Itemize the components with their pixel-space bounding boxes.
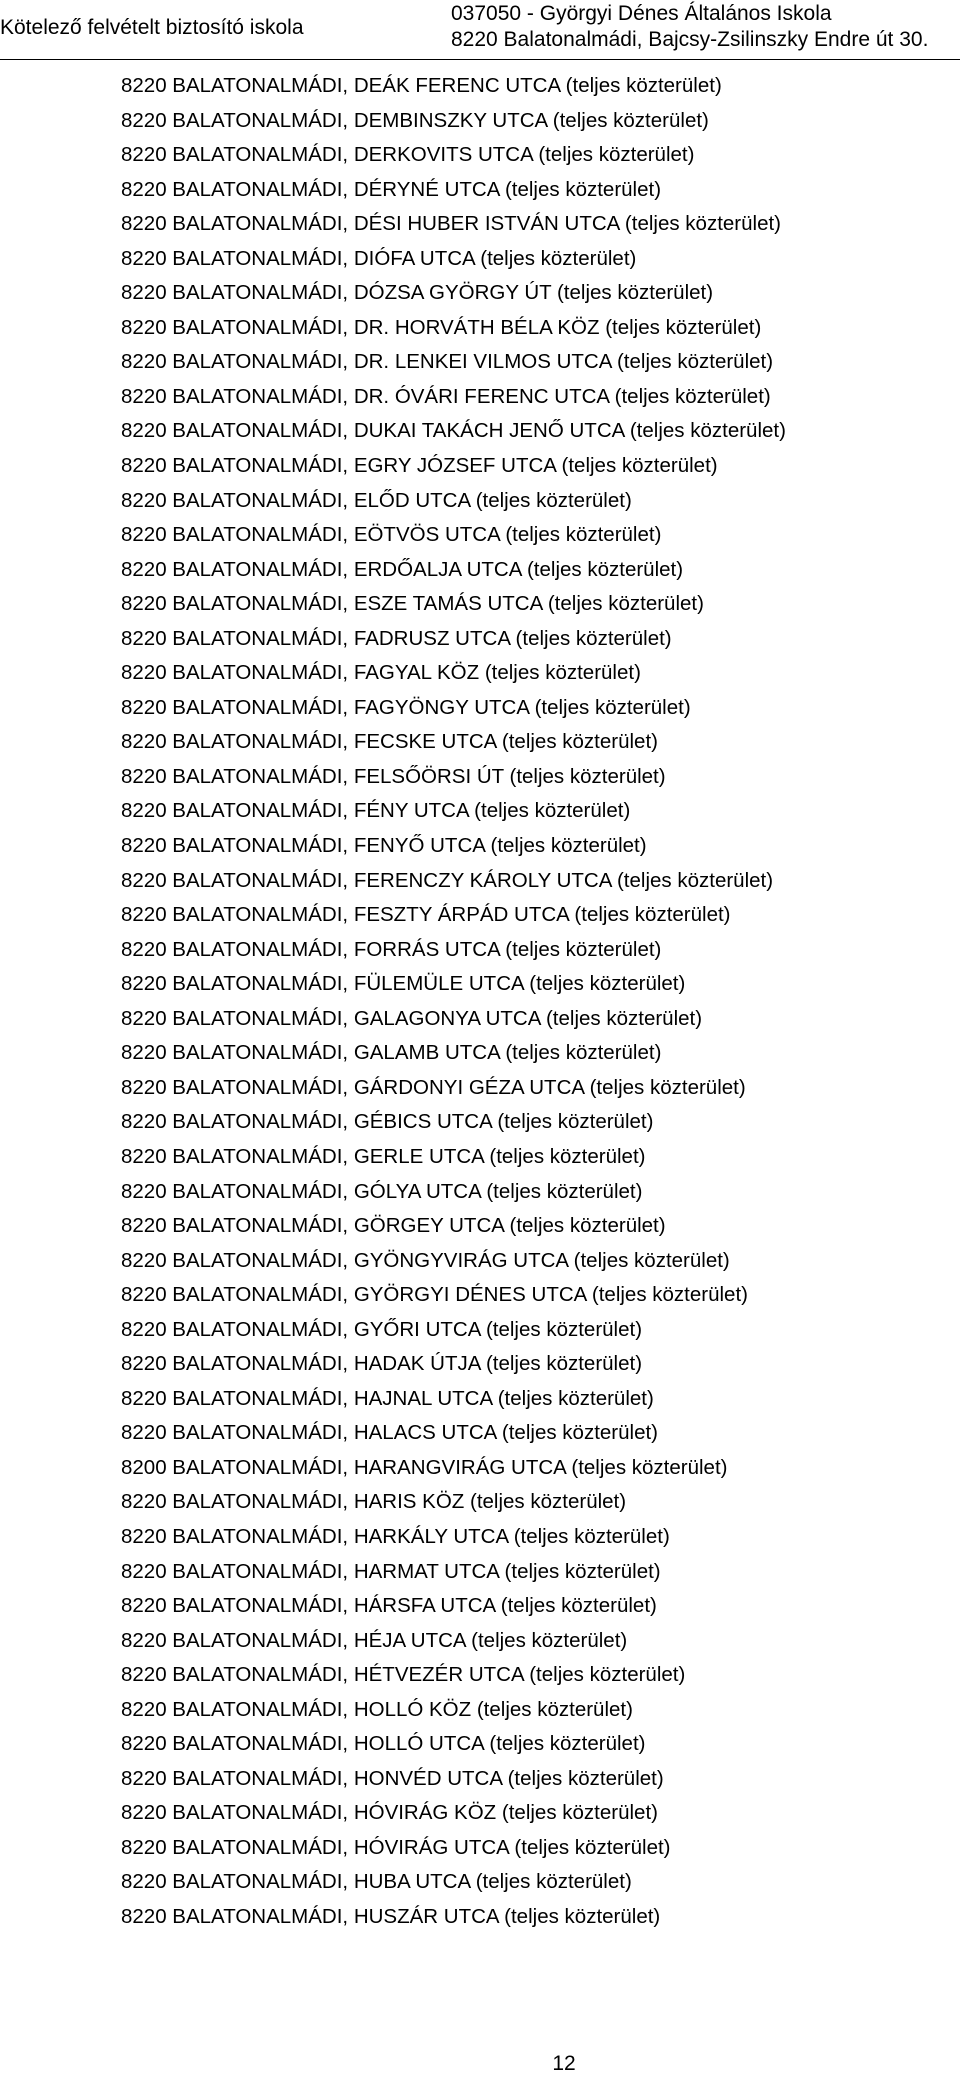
address-item: 8220 BALATONALMÁDI, ELŐD UTCA (teljes közterület) — [121, 488, 632, 512]
address-item: 8220 BALATONALMÁDI, HÁRSFA UTCA (teljes közterület) — [121, 1594, 657, 1618]
address-item: 8220 BALATONALMÁDI, HÓVIRÁG KÖZ (teljes közterület) — [121, 1801, 658, 1825]
address-item: 8220 BALATONALMÁDI, FORRÁS UTCA (teljes közterület) — [121, 937, 662, 961]
address-item: 8220 BALATONALMÁDI, DEMBINSZKY UTCA (teljes közterület) — [121, 108, 709, 132]
address-item: 8220 BALATONALMÁDI, DR. LENKEI VILMOS UTCA (teljes közterület) — [121, 350, 774, 374]
address-item: 8220 BALATONALMÁDI, ERDŐALJA UTCA (teljes közterület) — [121, 557, 684, 581]
address-item: 8220 BALATONALMÁDI, HARKÁLY UTCA (teljes közterület) — [121, 1524, 670, 1548]
address-item: 8220 BALATONALMÁDI, FECSKE UTCA (teljes közterület) — [121, 730, 658, 754]
address-item: 8220 BALATONALMÁDI, DÉSI HUBER ISTVÁN UTCA (teljes közterület) — [121, 212, 782, 236]
address-item: 8220 BALATONALMÁDI, DR. ÓVÁRI FERENC UTCA (teljes közterület) — [121, 384, 771, 408]
address-item: 8200 BALATONALMÁDI, HARANGVIRÁG UTCA (teljes közterület) — [121, 1455, 728, 1479]
address-item: 8220 BALATONALMÁDI, EGRY JÓZSEF UTCA (teljes közterület) — [121, 454, 718, 478]
address-item: 8220 BALATONALMÁDI, GÓLYA UTCA (teljes közterület) — [121, 1179, 643, 1203]
school-info — [451, 1, 928, 53]
address-item: 8220 BALATONALMÁDI, GÁRDONYI GÉZA UTCA (teljes közterület) — [121, 1075, 746, 1099]
address-item: 8220 BALATONALMÁDI, FÜLEMÜLE UTCA (teljes közterület) — [121, 972, 686, 996]
address-item: 8220 BALATONALMÁDI, GYÖNGYVIRÁG UTCA (teljes közterület) — [121, 1248, 730, 1272]
address-item: 8220 BALATONALMÁDI, GALAMB UTCA (teljes közterület) — [121, 1041, 662, 1065]
address-item: 8220 BALATONALMÁDI, EÖTVÖS UTCA (teljes közterület) — [121, 523, 662, 547]
address-item: 8220 BALATONALMÁDI, DEÁK FERENC UTCA (teljes közterület) — [121, 74, 722, 97]
address-item: 8220 BALATONALMÁDI, FENYŐ UTCA (teljes közterület) — [121, 834, 647, 858]
address-item: 8220 BALATONALMÁDI, FAGYAL KÖZ (teljes közterület) — [121, 661, 641, 685]
address-item: 8220 BALATONALMÁDI, HAJNAL UTCA (teljes közterület) — [121, 1386, 654, 1410]
address-item: 8220 BALATONALMÁDI, HOLLÓ UTCA (teljes közterület) — [121, 1732, 646, 1756]
address-item: 8220 BALATONALMÁDI, DIÓFA UTCA (teljes közterület) — [121, 246, 637, 270]
address-item: 8220 BALATONALMÁDI, HOLLÓ KÖZ (teljes közterület) — [121, 1697, 633, 1721]
address-item: 8220 BALATONALMÁDI, HÉTVEZÉR UTCA (teljes közterület) — [121, 1663, 686, 1687]
header-divider — [0, 59, 960, 60]
address-item: 8220 BALATONALMÁDI, HADAK ÚTJA (teljes közterület) — [121, 1352, 643, 1376]
address-item: 8220 BALATONALMÁDI, GÉBICS UTCA (teljes közterület) — [121, 1110, 654, 1134]
address-item: 8220 BALATONALMÁDI, HONVÉD UTCA (teljes közterület) — [121, 1766, 664, 1790]
school-address: 8220 Balatonalmádi, Bajcsy-Zsilinszky Endre út 30. — [451, 28, 929, 51]
address-item: 8220 BALATONALMÁDI, GÖRGEY UTCA (teljes közterület) — [121, 1214, 666, 1238]
school-name: 037050 - Györgyi Dénes Általános Iskola — [451, 2, 832, 25]
address-item: 8220 BALATONALMÁDI, FESZTY ÁRPÁD UTCA (teljes közterület) — [121, 903, 731, 927]
address-item: 8220 BALATONALMÁDI, FÉNY UTCA (teljes közterület) — [121, 799, 631, 823]
address-item: 8220 BALATONALMÁDI, FERENCZY KÁROLY UTCA (teljes közterület) — [121, 868, 774, 892]
address-item: 8220 BALATONALMÁDI, FADRUSZ UTCA (teljes közterület) — [121, 626, 672, 650]
address-item: 8220 BALATONALMÁDI, DÉRYNÉ UTCA (teljes közterület) — [121, 177, 662, 201]
page-header — [0, 0, 960, 60]
address-item: 8220 BALATONALMÁDI, HÉJA UTCA (teljes közterület) — [121, 1628, 628, 1652]
address-item: 8220 BALATONALMÁDI, GALAGONYA UTCA (teljes közterület) — [121, 1006, 703, 1030]
address-item: 8220 BALATONALMÁDI, HÓVIRÁG UTCA (teljes közterület) — [121, 1835, 671, 1859]
address-item: 8220 BALATONALMÁDI, DERKOVITS UTCA (teljes közterület) — [121, 143, 695, 167]
address-item: 8220 BALATONALMÁDI, GYŐRI UTCA (teljes közterület) — [121, 1317, 643, 1341]
address-item: 8220 BALATONALMÁDI, HARMAT UTCA (teljes közterület) — [121, 1559, 661, 1583]
address-item: 8220 BALATONALMÁDI, FELSŐÖRSI ÚT (teljes közterület) — [121, 764, 666, 788]
address-item: 8220 BALATONALMÁDI, DR. HORVÁTH BÉLA KÖZ (teljes közterület) — [121, 315, 762, 339]
address-item: 8220 BALATONALMÁDI, ESZE TAMÁS UTCA (teljes közterület) — [121, 592, 704, 616]
address-item: 8220 BALATONALMÁDI, GYÖRGYI DÉNES UTCA (teljes közterület) — [121, 1283, 748, 1307]
page-number: 12 — [552, 2052, 576, 2075]
address-item: 8220 BALATONALMÁDI, HARIS KÖZ (teljes közterület) — [121, 1490, 627, 1514]
address-item: 8220 BALATONALMÁDI, HUSZÁR UTCA (teljes közterület) — [121, 1904, 661, 1928]
address-item: 8220 BALATONALMÁDI, DÓZSA GYÖRGY ÚT (teljes közterület) — [121, 281, 714, 305]
address-item: 8220 BALATONALMÁDI, FAGYÖNGY UTCA (teljes közterület) — [121, 695, 691, 719]
address-item: 8220 BALATONALMÁDI, GERLE UTCA (teljes közterület) — [121, 1144, 646, 1168]
address-item: 8220 BALATONALMÁDI, HUBA UTCA (teljes közterület) — [121, 1870, 632, 1894]
header-title: Kötelező felvételt biztosító iskola — [0, 16, 304, 39]
address-item: 8220 BALATONALMÁDI, DUKAI TAKÁCH JENŐ UTCA (teljes közterület) — [121, 419, 786, 443]
address-item: 8220 BALATONALMÁDI, HALACS UTCA (teljes közterület) — [121, 1421, 658, 1445]
address-list — [121, 69, 786, 1935]
